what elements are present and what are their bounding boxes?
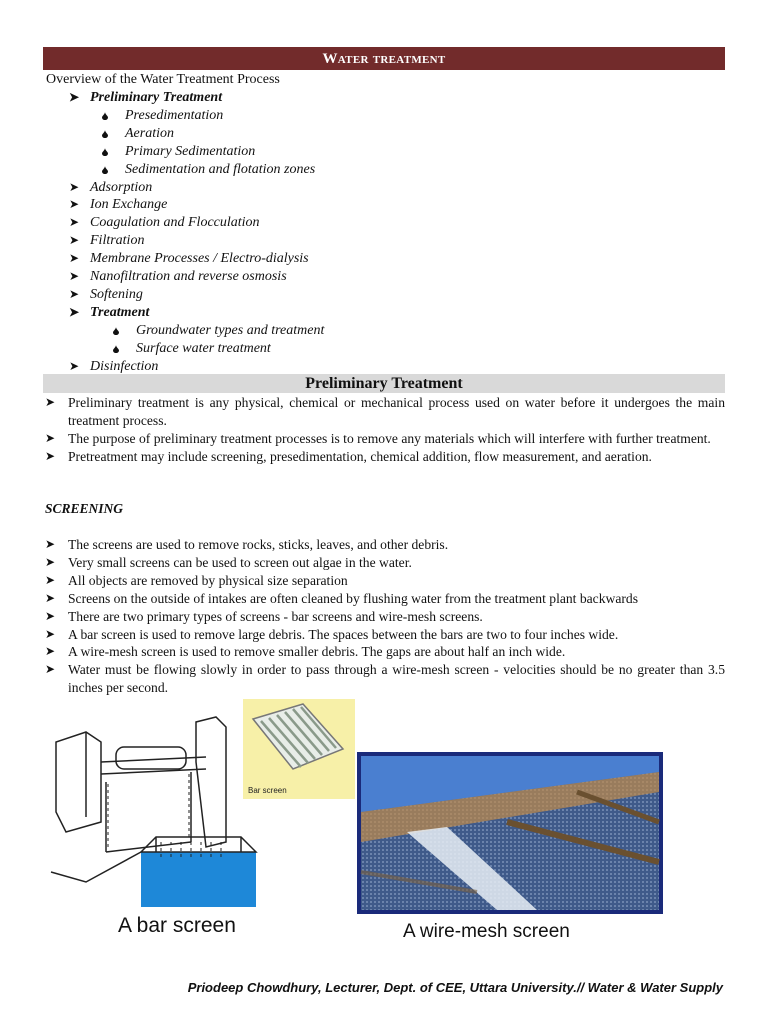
arrow-bullet-icon: ➤: [69, 269, 80, 284]
bullet-text: A bar screen is used to remove large debris. The spaces between the bars are two to four inches wide.: [68, 626, 619, 642]
overview-subitem: [69, 340, 324, 358]
overview-item: [69, 304, 324, 322]
overview-subitem: [69, 161, 324, 179]
bullet-item: [45, 448, 725, 466]
overview-subitem: [69, 125, 324, 143]
bullet-text: There are two primary types of screens - bar screens and wire-mesh screens.: [68, 608, 483, 624]
bullet-item: [45, 572, 725, 590]
bullet-text: Pretreatment may include screening, presedimentation, chemical addition, flow measurement, and aeration.: [68, 448, 652, 464]
arrow-bullet-icon: ➤: [69, 286, 80, 301]
preliminary-bullets: [45, 394, 725, 466]
bar-screen-inset: [243, 699, 355, 804]
overview-subitem: [69, 143, 324, 161]
bullet-text: Water must be flowing slowly in order to pass through a wire-mesh screen - velocities should be no greater than 3.5 inches per second.: [68, 662, 725, 696]
overview-subitem: [69, 322, 324, 340]
screening-bullets: [45, 536, 725, 697]
bullet-text: Preliminary treatment is any physical, chemical or mechanical process used on water before it undergoes the main treatment process.: [68, 395, 725, 428]
overview-item: [69, 268, 324, 286]
overview-item: [69, 232, 324, 250]
arrow-bullet-icon: ➤: [69, 179, 80, 194]
overview-item: [69, 214, 324, 232]
bullet-text: Screens on the outside of intakes are often cleaned by flushing water from the treatment plant backwards: [68, 590, 638, 606]
bullet-text: A wire-mesh screen is used to remove smaller debris. The gaps are about half an inch wide.: [68, 644, 566, 660]
overview-subitem-label: Primary Sedimentation: [125, 143, 256, 159]
overview-item-label: Filtration: [90, 233, 145, 249]
overview-item: [69, 358, 324, 376]
section-title: Preliminary Treatment: [43, 374, 725, 393]
arrow-bullet-icon: ➤: [45, 608, 56, 623]
overview-item: [69, 250, 324, 268]
overview-item: [69, 286, 324, 304]
bullet-item: [45, 626, 725, 644]
overview-subitem-label: Sedimentation and flotation zones: [125, 161, 316, 177]
bullet-text: All objects are removed by physical size separation: [68, 572, 348, 588]
bullet-item: [45, 608, 725, 626]
overview-item-label: Adsorption: [90, 179, 153, 195]
drop-bullet-icon: [102, 166, 108, 174]
bullet-item: [45, 590, 725, 608]
overview-item-label: Treatment: [90, 304, 150, 320]
arrow-bullet-icon: ➤: [45, 430, 56, 445]
arrow-bullet-icon: ➤: [69, 251, 80, 266]
arrow-bullet-icon: ➤: [45, 448, 56, 463]
overview-item-label: Preliminary Treatment: [90, 90, 223, 105]
overview-subitem-label: Surface water treatment: [136, 340, 271, 356]
wire-mesh-caption: A wire-mesh screen: [403, 921, 570, 942]
bullet-item: [45, 554, 725, 572]
arrow-bullet-icon: ➤: [45, 395, 56, 409]
overview-heading: Overview of the Water Treatment Process: [46, 72, 280, 87]
arrow-bullet-icon: ➤: [45, 572, 56, 587]
bullet-text: The screens are used to remove rocks, sticks, leaves, and other debris.: [68, 537, 449, 552]
arrow-bullet-icon: ➤: [45, 626, 56, 641]
overview-subitem-label: Aeration: [125, 125, 174, 141]
bullet-item: [45, 661, 725, 697]
wire-mesh-photo: [357, 752, 663, 919]
overview-item: [69, 179, 324, 197]
overview-subitem: [69, 107, 324, 125]
page-footer: Priodeep Chowdhury, Lecturer, Dept. of CEE, Uttara University.// Water & Water Supply: [187, 980, 723, 995]
arrow-bullet-icon: ➤: [69, 90, 80, 104]
arrow-bullet-icon: ➤: [45, 554, 56, 569]
drop-bullet-icon: [113, 345, 119, 353]
drop-bullet-icon: [102, 112, 108, 120]
overview-item-label: Disinfection: [90, 358, 159, 374]
arrow-bullet-icon: ➤: [45, 590, 56, 605]
bullet-text: Very small screens can be used to screen out algae in the water.: [68, 554, 412, 570]
bullet-text: The purpose of preliminary treatment processes is to remove any materials which will interfere with further treatment.: [68, 430, 711, 446]
drop-bullet-icon: [102, 148, 108, 156]
overview-item-label: Membrane Processes / Electro-dialysis: [90, 251, 309, 267]
arrow-bullet-icon: ➤: [69, 197, 80, 212]
drop-bullet-icon: [113, 327, 119, 335]
arrow-bullet-icon: ➤: [45, 644, 56, 659]
arrow-bullet-icon: ➤: [69, 304, 80, 319]
overview-item-label: Nanofiltration and reverse osmosis: [90, 269, 287, 285]
arrow-bullet-icon: ➤: [69, 215, 80, 230]
arrow-bullet-icon: ➤: [69, 233, 80, 248]
bullet-item: [45, 643, 725, 661]
overview-list: [69, 89, 324, 376]
screening-heading: SCREENING: [45, 501, 124, 516]
bar-screen-drawing: [46, 712, 266, 917]
overview-item-label: Ion Exchange: [90, 197, 168, 213]
overview-item: [69, 89, 324, 107]
bullet-item: [45, 430, 725, 448]
overview-item-label: Coagulation and Flocculation: [90, 215, 260, 231]
overview-item-label: Softening: [90, 286, 143, 302]
bar-screen-caption: A bar screen: [118, 914, 236, 937]
bullet-item: [45, 536, 725, 554]
arrow-bullet-icon: ➤: [45, 662, 56, 677]
bullet-item: [45, 394, 725, 430]
arrow-bullet-icon: ➤: [69, 358, 80, 373]
arrow-bullet-icon: ➤: [45, 537, 56, 551]
bar-screen-inset-label: Bar screen: [248, 786, 287, 795]
page-title: Water treatment: [43, 47, 725, 70]
overview-item: [69, 196, 324, 214]
overview-subitem-label: Groundwater types and treatment: [136, 322, 325, 338]
drop-bullet-icon: [102, 130, 108, 138]
overview-subitem-label: Presedimentation: [125, 107, 224, 123]
